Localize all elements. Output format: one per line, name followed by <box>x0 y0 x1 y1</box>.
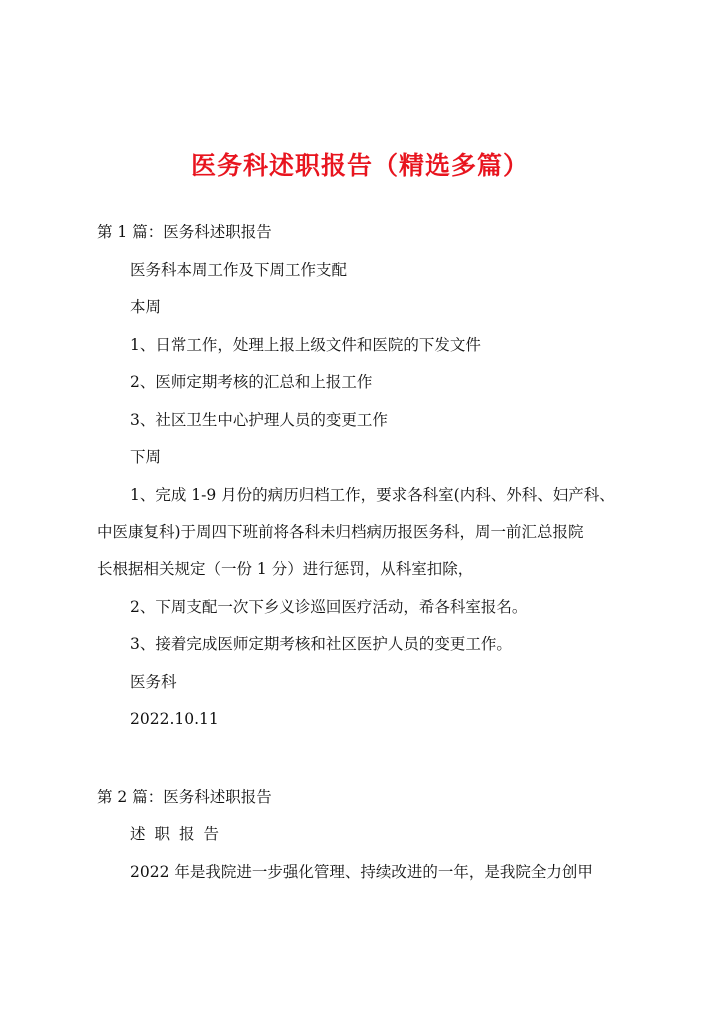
paragraph-line: 3、接着完成医师定期考核和社区医护人员的变更工作。 <box>130 635 512 653</box>
paragraph-line: 2、医师定期考核的汇总和上报工作 <box>130 373 373 391</box>
paragraph-line: 本周 <box>130 298 162 316</box>
document-title: 医务科述职报告（精选多篇） <box>190 151 529 180</box>
paragraph-line: 1、完成 1-9 月份的病历归档工作，要求各科室(内科、外科、妇产科、 <box>130 486 615 504</box>
paragraph-line: 1、日常工作，处理上报上级文件和医院的下发文件 <box>130 336 481 354</box>
paragraph-line: 医务科本周工作及下周工作支配 <box>130 261 348 279</box>
paragraph-line: 下周 <box>130 448 162 466</box>
signature-department: 医务科 <box>130 673 177 691</box>
paragraph-line: 长根据相关规定（一份 1 分）进行惩罚，从科室扣除， <box>97 560 474 578</box>
paragraph-line: 2、下周支配一次下乡义诊巡回医疗活动，希各科室报名。 <box>130 598 528 616</box>
paragraph-line: 3、社区卫生中心护理人员的变更工作 <box>130 411 388 429</box>
signature-date: 2022.10.11 <box>130 710 219 728</box>
section-1-heading: 第 1 篇：医务科述职报告 <box>97 223 272 241</box>
section-2-heading: 第 2 篇：医务科述职报告 <box>97 788 272 806</box>
paragraph-line: 2022 年是我院进一步强化管理、持续改进的一年，是我院全力创甲 <box>130 863 593 881</box>
paragraph-line: 中医康复科)于周四下班前将各科未归档病历报医务科，周一前汇总报院 <box>97 523 584 541</box>
report-subtitle: 述职报告 <box>130 825 229 843</box>
